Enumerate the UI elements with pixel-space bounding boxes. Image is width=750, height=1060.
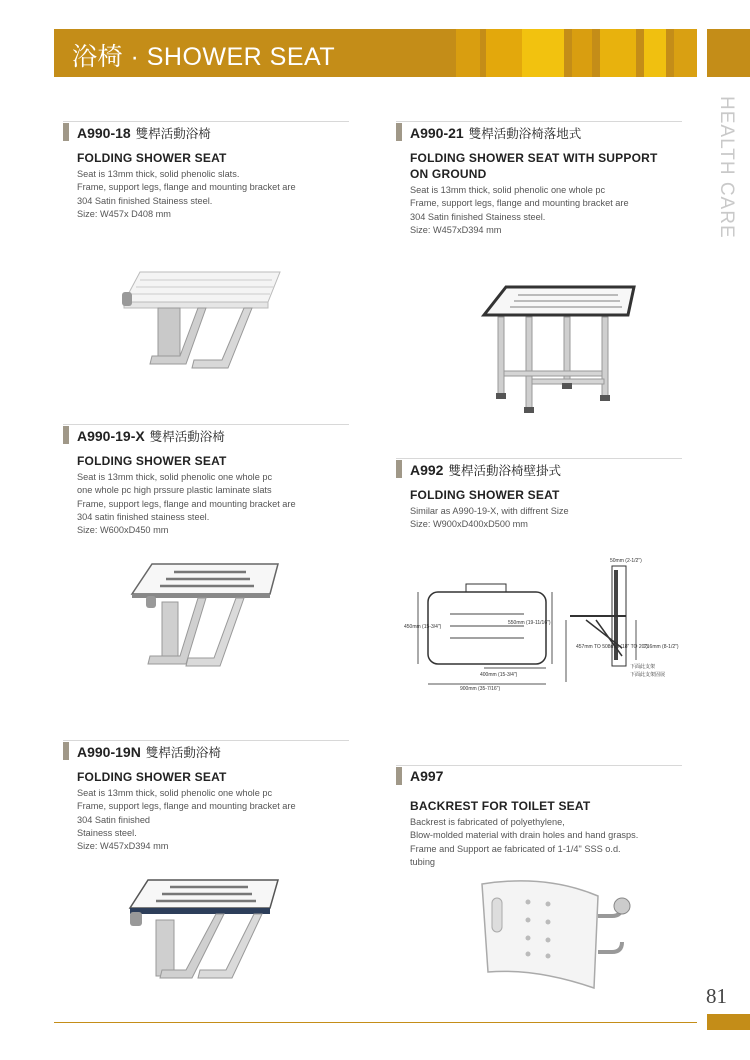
header-stripe xyxy=(572,29,592,77)
product-title-bar xyxy=(63,424,349,445)
svg-text:400mm (15-3/4"): 400mm (15-3/4") xyxy=(480,672,518,678)
svg-text:50mm (2-1/2"): 50mm (2-1/2") xyxy=(610,558,642,564)
product-image-a990-18 xyxy=(110,260,290,375)
page-number: 81 xyxy=(706,984,727,1008)
header-stripe xyxy=(644,29,666,77)
product-description: Similar as A990-19-X, with diffrent Size Size: W900xD400xD500 mm xyxy=(410,506,569,530)
product-a990-19n xyxy=(63,740,349,853)
title-marker xyxy=(396,123,402,141)
product-description: Seat is 13mm thick, solid phenolic one whole pc Frame, support legs, flange and mounting bracket are 304 Satin finished Stainess steel. Size: W457xD394 mm xyxy=(77,788,296,852)
product-image-a990-19n xyxy=(126,874,286,986)
title-marker xyxy=(63,426,69,444)
product-description: Backrest is fabricated of polyethylene, Blow-molded material with drain holes and hand grasps. Frame and Support ae fabricated of 1-1/4" SSS o.d. tubing xyxy=(410,817,639,867)
title-marker xyxy=(396,460,402,478)
title-marker xyxy=(396,767,402,785)
svg-text:216mm (8-1/2"): 216mm (8-1/2") xyxy=(644,644,679,650)
header-stripe xyxy=(522,29,564,77)
footer-tab xyxy=(707,1014,750,1030)
product-code: A990-18 雙桿活動浴椅 xyxy=(77,125,211,141)
header-stripe xyxy=(486,29,522,77)
technical-drawing-a992 xyxy=(400,556,690,696)
product-subtitle: FOLDING SHOWER SEAT xyxy=(77,454,227,468)
product-code: A990-21 雙桿活動浴椅落地式 xyxy=(410,125,582,141)
svg-text:550mm (19-11/16"): 550mm (19-11/16") xyxy=(508,620,551,626)
svg-text:下面此支架固展: 下面此支架固展 xyxy=(630,672,666,678)
side-category-text: HEALTH CARE xyxy=(716,96,737,239)
product-description: Seat is 13mm thick, solid phenolic slats. Frame, support legs, flange and mounting bracket are 304 Satin finished Stainess steel. Size: W457x D408 mm xyxy=(77,169,296,219)
header-stripe xyxy=(600,29,636,77)
product-description: Seat is 13mm thick, solid phenolic one whole pc Frame, support legs, flange and mounting bracket are 304 Satin finished Stainess steel. Size: W457xD394 mm xyxy=(410,185,629,235)
product-title-bar xyxy=(396,765,682,786)
page-header-band xyxy=(54,29,697,77)
product-a997 xyxy=(396,765,682,869)
product-description: Seat is 13mm thick, solid phenolic one whole pc one whole pc high prssure plastic laminate slats Frame, support legs, flange and mounting bracket are 304 satin finished stainess steel. Size: W600xD450 mm xyxy=(77,472,296,536)
product-image-a997 xyxy=(476,876,636,996)
title-marker xyxy=(63,742,69,760)
product-subtitle: FOLDING SHOWER SEAT xyxy=(77,770,227,784)
product-code: A992 雙桿活動浴椅壁掛式 xyxy=(410,462,561,478)
product-code: A997 xyxy=(410,768,444,784)
header-tab xyxy=(707,29,750,77)
product-image-a990-19-x xyxy=(128,558,286,673)
product-a990-18 xyxy=(63,121,349,221)
product-a990-21 xyxy=(396,121,682,237)
svg-text:900mm (35-7/16"): 900mm (35-7/16") xyxy=(460,686,501,692)
product-subtitle: FOLDING SHOWER SEAT WITH SUPPORT ON GROUND xyxy=(410,151,658,181)
product-title-bar xyxy=(63,740,349,761)
product-title-bar xyxy=(396,121,682,142)
product-a992 xyxy=(396,458,682,532)
side-category-label xyxy=(715,96,739,266)
product-subtitle: BACKREST FOR TOILET SEAT xyxy=(410,799,591,813)
svg-text:450mm (15-3/4"): 450mm (15-3/4") xyxy=(404,624,442,630)
title-marker xyxy=(63,123,69,141)
header-stripe xyxy=(674,29,697,77)
product-title-bar xyxy=(63,121,349,142)
product-image-a990-21 xyxy=(478,285,646,415)
product-subtitle: FOLDING SHOWER SEAT xyxy=(410,488,560,502)
page-title: 浴椅 · SHOWER SEAT xyxy=(72,43,336,71)
svg-text:457mm TO 508mm (18" TO 20"): 457mm TO 508mm (18" TO 20") xyxy=(576,644,648,650)
header-stripe xyxy=(456,29,480,77)
footer-rule xyxy=(54,1022,697,1023)
product-title-bar xyxy=(396,458,682,479)
product-code: A990-19N 雙桿活動浴椅 xyxy=(77,744,221,760)
product-subtitle: FOLDING SHOWER SEAT xyxy=(77,151,227,165)
svg-text:下面此支架: 下面此支架 xyxy=(630,664,656,670)
product-a990-19-x xyxy=(63,424,349,537)
product-code: A990-19-X 雙桿活動浴椅 xyxy=(77,428,225,444)
